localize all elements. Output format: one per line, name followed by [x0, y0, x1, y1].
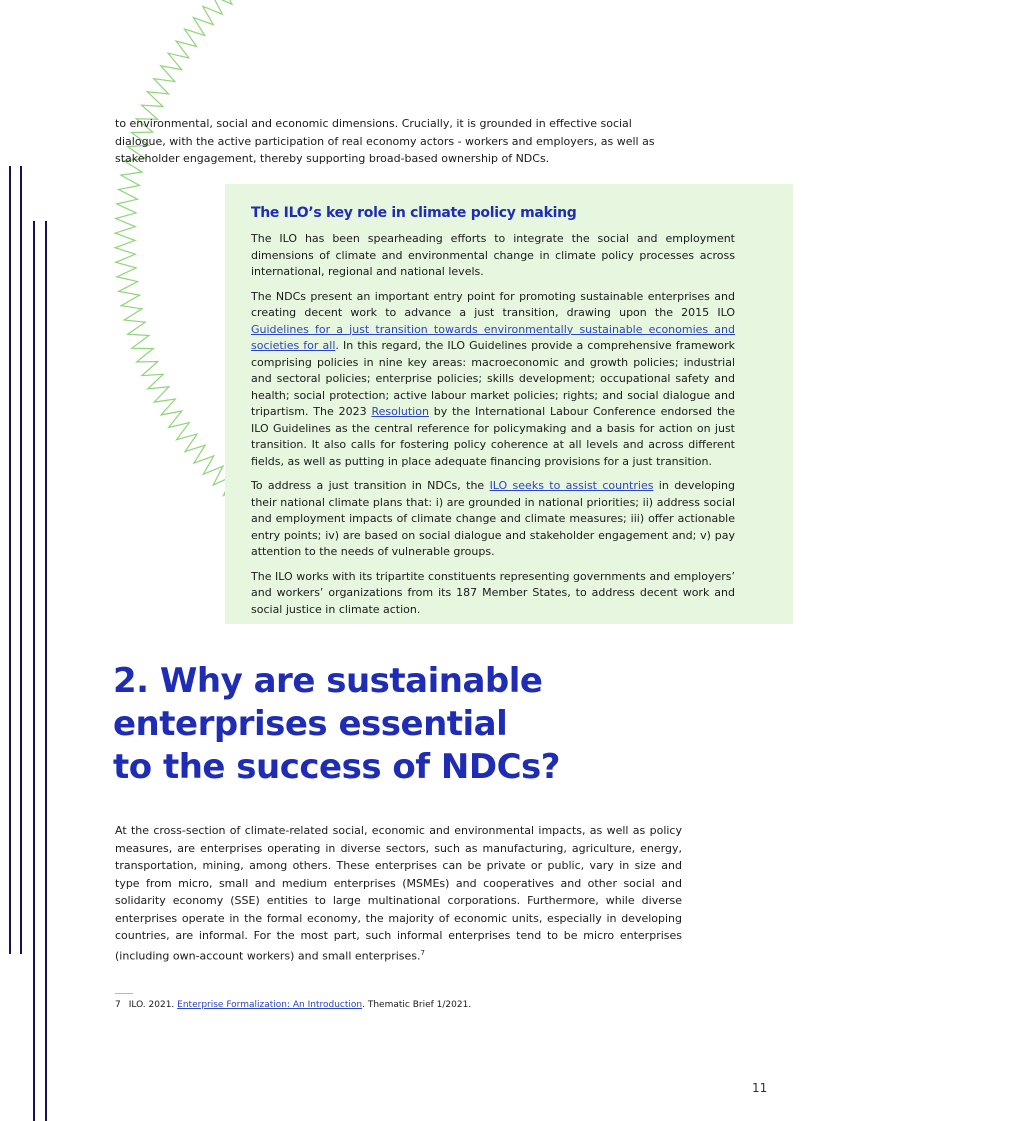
section-body: At the cross-section of climate-related social, economic and environmental impacts, as well as policy measures, are enterprises operating in diverse sectors, such as manufacturing, agriculture, energy, transportation, mining, among others. These enterprises can be private or public, vary in size and type from micro, small and medium enterprises (MSMEs) and cooperatives and other social and solidarity economy (SSE) entities to large multinational corporations. Furthermore, while diverse enterprises operate in the formal economy, the majority of economic units, especially in developing countries, are informal. For the most part, such informal enterprises tend to be micro enterprises (including own-account workers) and small enterprises.$^7$ [115, 824, 682, 963]
footnote-number: 7 [115, 1000, 121, 1010]
section-heading [113, 660, 560, 789]
page-number: 11 [752, 1081, 768, 1095]
box-paragraph-2: The NDCs present an important entry point for promoting sustainable enterprises and creating decent work to advance a just transition, drawing upon the 2015 ILO Guidelines for a just transition towards environmentally sustainable economies and societies for all. In this regard, the ILO Guidelines provide a comprehensive framework comprising policies in nine key areas: macroeconomic and growth policies; industrial and sectoral policies; enterprise policies; skills development; occupational safety and health; social protection; active labour market policies; rights; and social dialogue and tripartism. The 2023 Resolution by the International Labour Conference endorsed the ILO Guidelines as the central reference for policymaking and a basis for action on just transition. It also calls for fostering policy coherence at all levels and across different fields, as well as putting in place adequate financing provisions for a just transition. [251, 289, 736, 468]
heading-line-2: enterprises essential [113, 704, 508, 744]
intro-paragraph: to environmental, social and economic dimensions. Crucially, it is grounded in effective social dialogue, with the active participation of real economy actors - workers and employers, as well as stakeholder engagement, thereby supporting broad-based ownership of NDCs. [115, 117, 655, 165]
enterprise-formalization-link[interactable]: Enterprise Formalization: An Introduction [177, 1000, 363, 1010]
guidelines-link[interactable]: Guidelines for a just transition towards environmentally sustainable economies and societies for all [251, 322, 735, 352]
vertical-line-2 [20, 166, 22, 954]
box-paragraph-3: To address a just transition in NDCs, the ILO seeks to assist countries in developing their national climate plans that: i) are grounded in national priorities; ii) address social and employment impacts of climate change and climate measures; iii) offer actionable entry points; iv) are based on social dialogue and stakeholder engagement and; v) pay attention to the needs of vulnerable groups. [251, 479, 735, 558]
footnote: 7 ILO. 2021. Enterprise Formalization: An Introduction. Thematic Brief 1/2021. [115, 1000, 472, 1010]
heading-line-3: to the success of NDCs? [113, 747, 561, 787]
resolution-link[interactable]: Resolution [371, 405, 429, 418]
heading-line-1: 2. Why are sustainable [113, 661, 543, 701]
footnote-divider [115, 993, 133, 994]
vertical-line-4 [45, 221, 47, 1121]
box-title: The ILO’s key role in climate policy making [251, 205, 577, 221]
box-paragraph-4: The ILO works with its tripartite constituents representing governments and employers’ and workers’ organizations from its 187 Member States, to address decent work and social justice in climate action. [251, 569, 735, 616]
box-paragraph-1: The ILO has been spearheading efforts to integrate the social and employment dimensions of climate and environmental change in climate policy processes across international, regional and national levels. [251, 232, 735, 278]
ilo-assist-link[interactable]: ILO seeks to assist countries [489, 479, 654, 492]
vertical-line-3 [33, 221, 35, 1121]
vertical-line-1 [9, 166, 11, 954]
key-role-side-label: Key role [967, 590, 1021, 804]
footnote-reference[interactable]: 7 [420, 948, 425, 957]
